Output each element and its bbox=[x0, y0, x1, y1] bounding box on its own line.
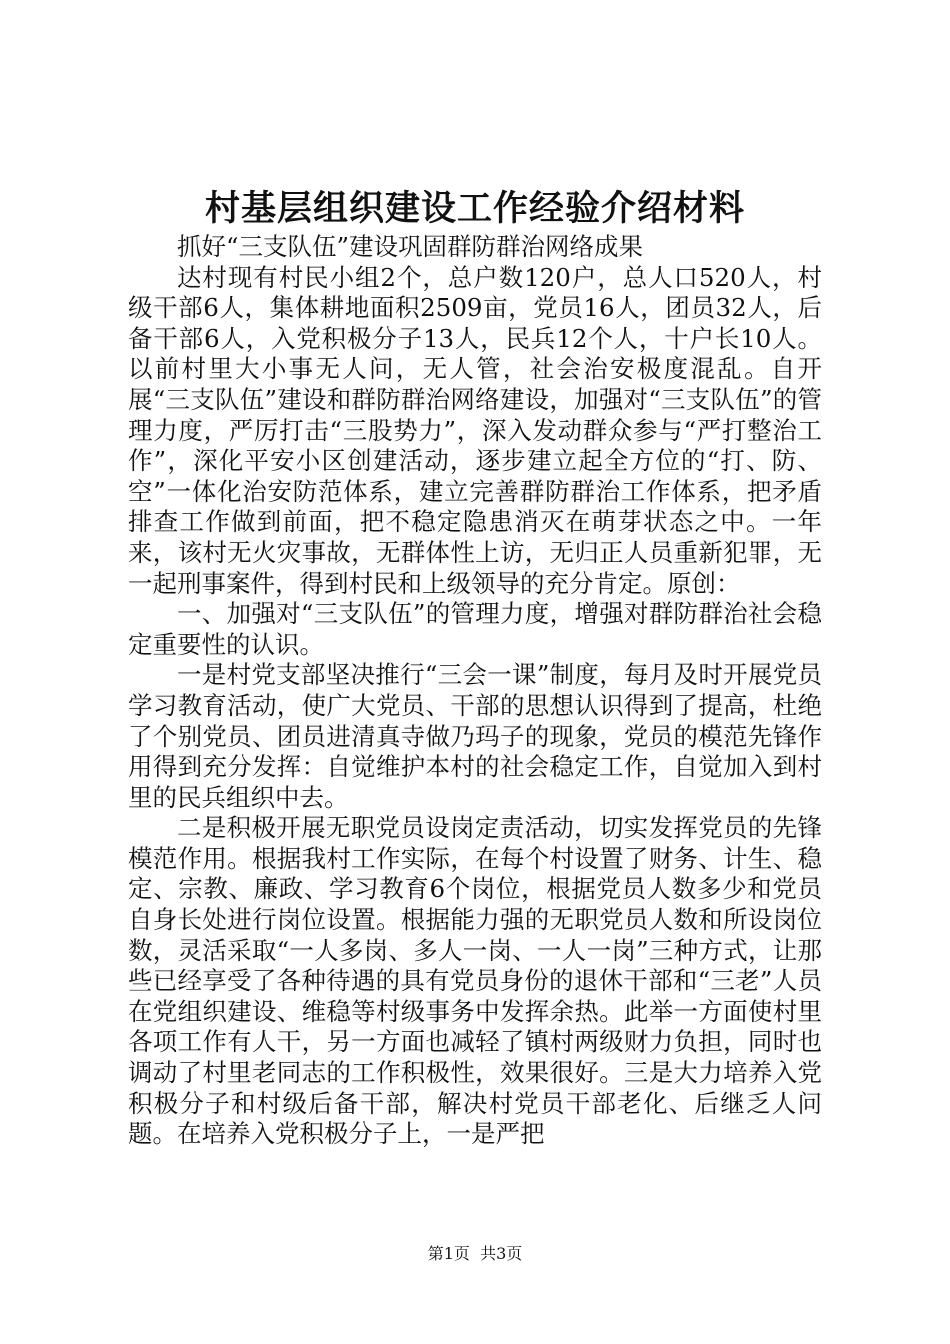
page-total: 共3页 bbox=[480, 1244, 523, 1263]
body-paragraph-intro: 达村现有村民小组2个，总户数120户，总人口520人，村级干部6人，集体耕地面积2509亩，党员16人，团员32人，后备干部6人，入党积极分子13人，民兵12个人，十户长10人。以前村里大小事无人问，无人管，社会治安极度混乱。自开展“三支队伍”建设和群防群治网络建设，加强对“三支队伍”的管理力度，严厉打击“三股势力”，深入发动群众参与“严打整治工作”，深化平安小区创建活动，逐步建立起全方位的“打、防、空”一体化治安防范体系，建立完善群防群治工作体系，把矛盾排查工作做到前面，把不稳定隐患消灭在萌芽状态之中。一年来，该村无火灾事故，无群体性上访，无归正人员重新犯罪，无一起刑事案件，得到村民和上级领导的充分肯定。原创： bbox=[128, 262, 822, 598]
body-paragraph-point-1: 一是村党支部坚决推行“三会一课”制度，每月及时开展党员学习教育活动，使广大党员、干部的思想认识得到了提高，杜绝了个别党员、团员进清真寺做乃玛子的现象，党员的模范先锋作用得到充分发挥：自觉维护本村的社会稳定工作，自觉加入到村里的民兵组织中去。 bbox=[128, 660, 822, 812]
subtitle-paragraph: 抓好“三支队伍”建设巩固群防群治网络成果 bbox=[177, 232, 644, 261]
page-number: 第1页 bbox=[427, 1244, 470, 1263]
page-footer bbox=[0, 1243, 950, 1265]
footer-separator bbox=[470, 1244, 480, 1263]
body-paragraph-point-2: 二是积极开展无职党员设岗定责活动，切实发挥党员的先锋模范作用。根据我村工作实际，在每个村设置了财务、计生、稳定、宗教、廉政、学习教育6个岗位，根据党员人数多少和党员自身长处进行岗位设置。根据能力强的无职党员人数和所设岗位数，灵活采取“一人多岗、多人一岗、一人一岗”三种方式，让那些已经享受了各种待遇的具有党员身份的退休干部和“三老”人员在党组织建设、维稳等村级事务中发挥余热。此举一方面使村里各项工作有人干，另一方面也减轻了镇村两级财力负担，同时也调动了村里老同志的工作积极性，效果很好。三是大力培养入党积极分子和村级后备干部，解决村党员干部老化、后继乏人问题。在培养入党积极分子上，一是严把 bbox=[128, 813, 822, 1149]
document-title: 村基层组织建设工作经验介绍材料 bbox=[204, 189, 745, 229]
document-body bbox=[128, 232, 822, 1150]
section-heading-1: 一、加强对“三支队伍”的管理力度，增强对群防群治社会稳定重要性的认识。 bbox=[128, 599, 822, 659]
